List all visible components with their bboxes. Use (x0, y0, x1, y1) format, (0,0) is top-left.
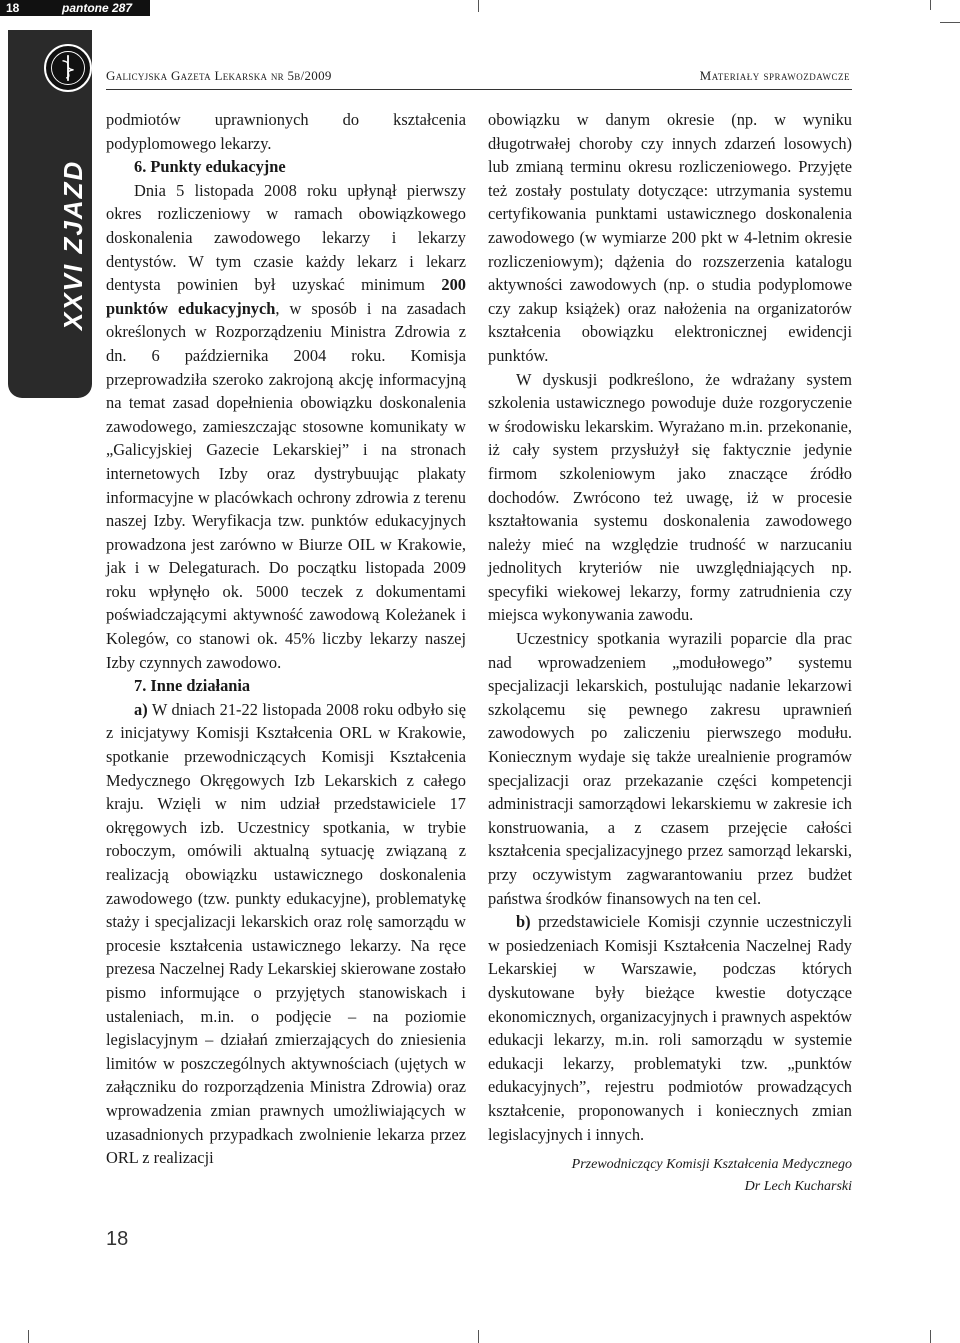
slug-page: 18 (6, 1, 20, 15)
crop-mark (478, 1330, 479, 1343)
section-heading-6 (106, 155, 466, 179)
section-title: Materiały sprawozdawcze (699, 68, 850, 83)
crop-mark (940, 22, 960, 23)
paragraph-text: przedstawiciele Komisji czynnie uczestniczyli w posiedzeniach Komisji Kształcenia Naczelnej Rady Lekarskiej w Warszawie, podczas których dyskutowane były bieżące kwestie dotyczące ekonomicznych, organizacyjnych i prawnych aspektów edukacji lekarzy, m.in. roli samorządu w systemie edukacji lekarzy, problematyki tzw. „punktów edukacyjnych”, rejestru podmiotów prowadzących kształcenie, proponowanych i koniecznych zmian legislacyjnych i innych. (488, 912, 852, 1144)
paragraph-text: Dnia 5 listopada 2008 roku upłynął pierwszy okres rozliczeniowy w ramach obowiązkowego doskonalenia zawodowego lekarzy i lekarzy dentystów. W tym czasie każdy lekarz i lekarz dentysta powinien był uzyskać minimum (106, 180, 466, 295)
paragraph: W dyskusji podkreślono, że wdrażany system szkolenia ustawicznego powoduje duże rozgoryczenie w środowisku lekarskim. Wyrażano m.in. przekonanie, iż cały system przysłużył się faktycznie jedynie firmom szkoleniowym jako znaczące źródło dochodów. Zwrócono też uwagę, iż w procesie kształtowania systemu doskonalenia zawodowego należy mieć na względzie trudność w narzucaniu jednolitych kryteriów nie uwzględniających np. specyfiki wiekowej lekarzy, formy zatrudnienia czy miejsca wykonywania zawodu. (488, 369, 852, 625)
print-slug-bar (0, 0, 150, 16)
right-column (488, 108, 852, 1198)
paragraph (488, 910, 852, 1146)
paragraph: obowiązku w danym okresie (np. w wyniku długotrwałej choroby czy innych zdarzeń losowych) lub zmianą terminu okresu rozliczeniowego. Przyjęte też zostały postulaty dotyczące: utrzymania systemu certyfikowania punktami ustawicznego doskonalenia zawodowego (w wymiarze 200 pkt w 4-letnim okresie rozliczeniowym); dążenia do rozszerzenia katalogu aktywności zawodowych (np. o studia podyplomowe czy zakup książek) oraz nałożenia na organizatorów kształcenia obowiązku elektronicznej ewidencji punktów. (488, 110, 852, 365)
signature (488, 1154, 852, 1198)
crop-mark (28, 1330, 29, 1343)
heading-text: 7. Inne działania (134, 676, 251, 696)
slug-pantone: pantone 287 (62, 1, 133, 15)
item-label: b) (516, 912, 531, 932)
signature-role: Przewodniczący Komisji Kształcenia Medycznego (571, 1157, 852, 1173)
paragraph: podmiotów uprawnionych do kształcenia podyplomowego lekarzy. (106, 110, 466, 153)
chamber-logo (44, 44, 92, 92)
signature-name: Dr Lech Kucharski (744, 1179, 852, 1195)
heading-text: 6. Punkty edukacyjne (134, 157, 286, 177)
journal-title: Galicyjska Gazeta Lekarska nr 5b/2009 (106, 68, 332, 83)
bold-text: 200 punktów edukacyjnych (106, 275, 466, 318)
crop-mark (478, 0, 479, 12)
crop-mark (930, 0, 931, 10)
paragraph: Uczestnicy spotkania wyrazili poparcie dla prac nad wprowadzeniem „modułowego” systemu specjalizacji lekarskich, postulując nadanie lekarzowi szkolącemu się pewnego zakresu uprawnień zawodowych po zaliczeniu pierwszego modułu. Koniecznym wydaje się także urealnienie programów specjalizacji oraz przekazanie części kompetencji administracji samorządowi lekarskiemu w zakresie ich konstruowania, a z czasem przejęcie całości kształcenia specjalizacyjnego przez samorząd lekarski, przy oczywistym zagwarantowaniu przez budżet państwa środków finansowych na ten cel. (488, 629, 852, 908)
section-heading-7 (106, 674, 466, 698)
left-column (106, 108, 466, 1170)
vertical-title: XXVI ZJAZD (58, 159, 88, 330)
paragraph-text: W dniach 21-22 listopada 2008 roku odbyło się z inicjatywy Komisji Kształcenia ORL w Krakowie, spotkanie przewodniczących Komisji Kształcenia Medycznego Okręgowych Izb Lekarskich z całego kraju. Wzięli w nim udział przedstawiciele 17 okręgowych izb. Uczestnicy spotkania, w trybie roboczym, omówili aktualną sytuację związaną z realizacją obowiązku ustawicznego doskonalenia zawodowego (tzw. punkty edukacyjne), problematykę staży i specjalizacji lekarskich oraz rolę samorządu w procesie kształcenia ustawicznego lekarzy. Na ręce prezesa Naczelnej Rady Lekarskiej skierowane zostało pismo informujące o przyjętych stanowiskach i ustaleniach, m.in. o podjęcie – na poziomie legislacyjnym – działań zmierzających do zniesienia limitów w poszczególnych aktywnościach (ujętych w załączniku do rozporządzenia Ministra Zdrowia) oraz wprowadzenia zmian prawnych umożliwiających w uzasadnionych przypadkach zwolnienie lekarza przez ORL z realizacji (106, 699, 466, 1168)
paragraph (106, 698, 466, 1170)
crop-mark (930, 1330, 931, 1343)
paragraph (106, 179, 466, 674)
item-label: a) (134, 699, 148, 719)
header-rule (106, 89, 852, 90)
page-number: 18 (106, 1228, 129, 1250)
paragraph-text: , w sposób i na zasadach określonych w Rozporządzeniu Ministra Zdrowia z dn. 6 października 2004 roku. Komisja przeprowadziła szeroko zakrojoną akcję informacyjną na temat zasad dopełnienia obowiązku doskonalenia zawodowego, zamieszczając stosowne komunikaty w „Galicyjskiej Gazecie Lekarskiej” i na stronach internetowych Izby oraz dystrybuując plakaty informacyjne w placówkach ochrony zdrowia z terenu naszej Izby. Weryfikacja tzw. punktów edukacyjnych prowadzona jest zarówno w Biurze OIL w Krakowie, jak i w Delegaturach. Do początku listopada 2009 roku wpłynęło ok. 5000 teczek z dokumentami poświadczającymi aktywność zawodową Koleżanek i Kolegów, co stanowi ok. 45% liczby lekarzy naszej Izby czynnych zawodowo. (106, 298, 467, 672)
